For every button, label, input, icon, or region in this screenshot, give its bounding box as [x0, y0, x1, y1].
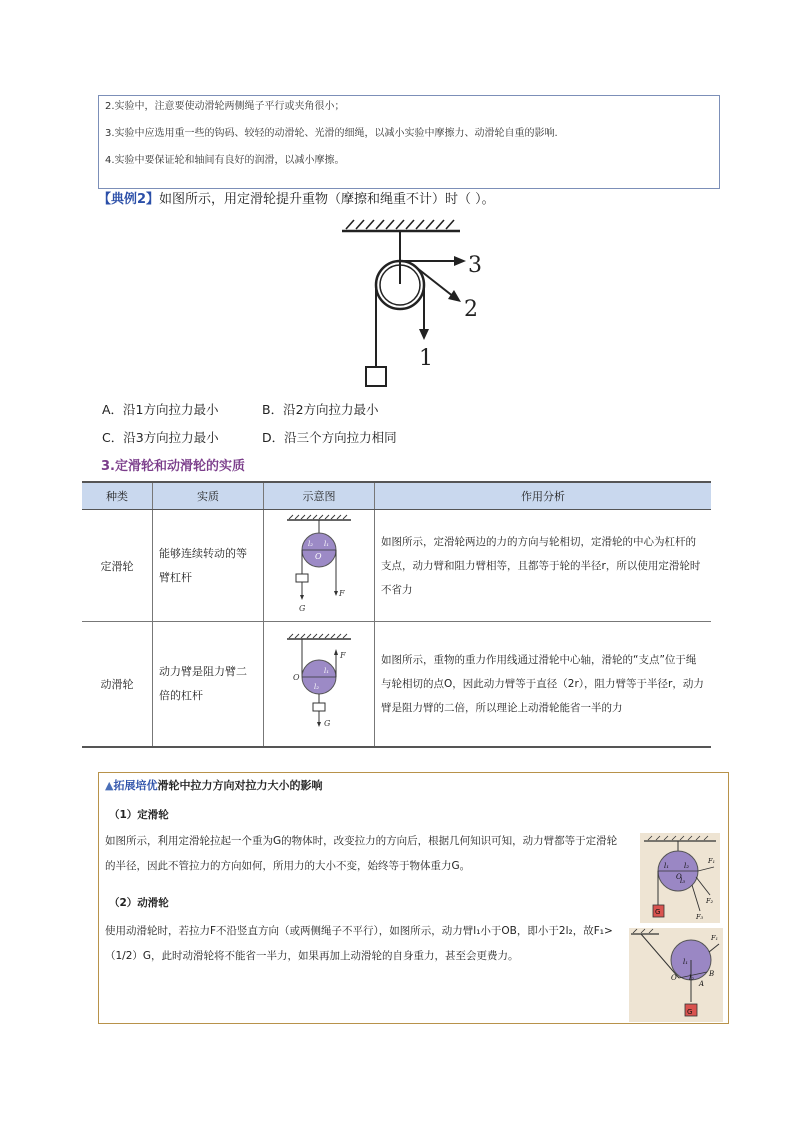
- direction-label-3: 3: [468, 253, 482, 278]
- tip-2: 2.实验中，注意要使动滑轮两侧绳子平行或夹角很小；: [105, 101, 345, 112]
- header-diagram: 示意图: [264, 482, 375, 510]
- cell-kind: 定滑轮: [82, 510, 153, 622]
- example-question-text: 如图所示，用定滑轮提升重物（摩擦和绳重不计）时（ ）。: [159, 192, 495, 207]
- header-analysis: 作用分析: [375, 482, 712, 510]
- section-title: 3.定滑轮和动滑轮的实质: [101, 459, 245, 474]
- subheading-fixed-pulley: （1）定滑轮: [109, 809, 169, 821]
- cell-essence: 动力臂是阻力臂二倍的杠杆: [153, 622, 264, 748]
- photo1-f1-label: F₁: [708, 857, 716, 865]
- table-row: [82, 622, 711, 748]
- subheading-movable-pulley: （2）动滑轮: [109, 897, 169, 909]
- cell-kind: 动滑轮: [82, 622, 153, 748]
- cell-diagram: [264, 510, 375, 622]
- extension-label: 拓展培优: [113, 779, 158, 792]
- movable-diagram-l2-label: l₂: [314, 682, 320, 691]
- movable-diagram-o-label: O: [293, 672, 300, 682]
- header-essence: 实质: [153, 482, 264, 510]
- option-b: B．沿2方向拉力最小: [262, 402, 379, 417]
- cell-analysis: 如图所示，定滑轮两边的力的方向与轮相切，定滑轮的中心为杠杆的支点，动力臂和阻力臂相等，且都等于轮的半径r，所以使用定滑轮时不省力: [375, 510, 712, 622]
- paragraph-movable-pulley: 使用动滑轮时，若拉力F不沿竖直方向（或两侧绳子不平行），如图所示，动力臂l₁小于OB，即小于2l₂，故F₁>（1/2）G，此时动滑轮将不能省一半力，如果再加上动滑轮的自身重力，甚至会更费力。: [105, 925, 613, 962]
- cell-essence: 能够连续转动的等臂杠杆: [153, 510, 264, 622]
- movable-diagram-f-label: F: [340, 650, 346, 660]
- photo2-o-label: O: [671, 974, 677, 982]
- answer-options: [102, 399, 422, 455]
- photo2-l2-label: l₂: [689, 974, 695, 982]
- movable-pulley-photo: [629, 928, 723, 1022]
- photo1-f2-label: F₂: [706, 897, 714, 905]
- option-c: C．沿3方向拉力最小: [102, 430, 219, 445]
- fixed-diagram-l1-label: l₁: [324, 540, 330, 548]
- extension-title: 滑轮中拉力方向对拉力大小的影响: [157, 779, 323, 792]
- photo2-b-label: B: [709, 970, 715, 978]
- photo2-g-label: G: [687, 1008, 693, 1016]
- example-tag: 【典例2】: [98, 192, 160, 207]
- movable-diagram-l1-label: l₁: [324, 666, 330, 675]
- photo1-l2-label: l₂: [684, 862, 690, 870]
- fixed-diagram-f-label: F: [339, 589, 345, 598]
- cell-analysis: 如图所示，重物的重力作用线通过滑轮中心轴，滑轮的“支点”位于绳与轮相切的点O，因此动力臂等于直径（2r），阻力臂等于半径r，动力臂是阻力臂的二倍，所以理论上动滑轮能省一半的力: [375, 622, 712, 748]
- fixed-pulley-photo: [640, 833, 720, 923]
- header-kind: 种类: [82, 482, 153, 510]
- photo1-o-label: O: [676, 873, 682, 881]
- photo2-l1-label: l₁: [683, 958, 689, 966]
- photo1-g-label: G: [655, 908, 661, 916]
- paragraph-fixed-pulley: 如图所示，利用定滑轮拉起一个重为G的物体时，改变拉力的方向后，根据几何知识可知，动力臂都等于定滑轮的半径，因此不管拉力的方向如何，所用力的大小不变，始终等于物体重力G。: [105, 835, 618, 872]
- option-a: A．沿1方向拉力最小: [102, 402, 219, 417]
- table-row: [82, 510, 711, 622]
- fixed-pulley-photo-drawing: [640, 833, 720, 923]
- fixed-diagram-o-label: O: [315, 552, 322, 561]
- photo2-a-label: A: [699, 980, 705, 988]
- extension-header: [105, 777, 322, 793]
- photo1-l1-label: l₁: [664, 862, 670, 870]
- cell-diagram: [264, 622, 375, 748]
- movable-pulley-photo-drawing: [629, 928, 723, 1022]
- photo2-f1-label: F₁: [711, 934, 719, 942]
- triangle-icon: ▲: [105, 779, 114, 792]
- movable-pulley-diagram: [269, 627, 369, 739]
- pulley-comparison-table: [82, 481, 711, 748]
- extension-box: [98, 772, 729, 1024]
- fixed-diagram-l2-label: l₂: [308, 540, 314, 548]
- fixed-pulley-question-figure: [330, 212, 500, 392]
- direction-label-1: 1: [419, 346, 433, 371]
- option-d: D．沿三个方向拉力相同: [262, 430, 397, 445]
- fixed-pulley-diagram: [269, 512, 369, 616]
- tip-3: 3.实验中应选用重一些的钩码、较轻的动滑轮、光滑的细绳，以减小实验中摩擦力、动滑轮自重的影响.: [105, 128, 558, 139]
- photo1-l3-label: l₃: [680, 877, 686, 885]
- example-question: [98, 191, 495, 209]
- fixed-diagram-g-label: G: [299, 604, 306, 613]
- movable-diagram-g-label: G: [324, 718, 331, 728]
- direction-label-2: 2: [464, 297, 478, 322]
- photo1-f3-label: F₃: [696, 913, 704, 921]
- tips-box: [98, 95, 720, 189]
- tip-4: 4.实验中要保证轮和轴间有良好的润滑，以减小摩擦。: [105, 155, 345, 166]
